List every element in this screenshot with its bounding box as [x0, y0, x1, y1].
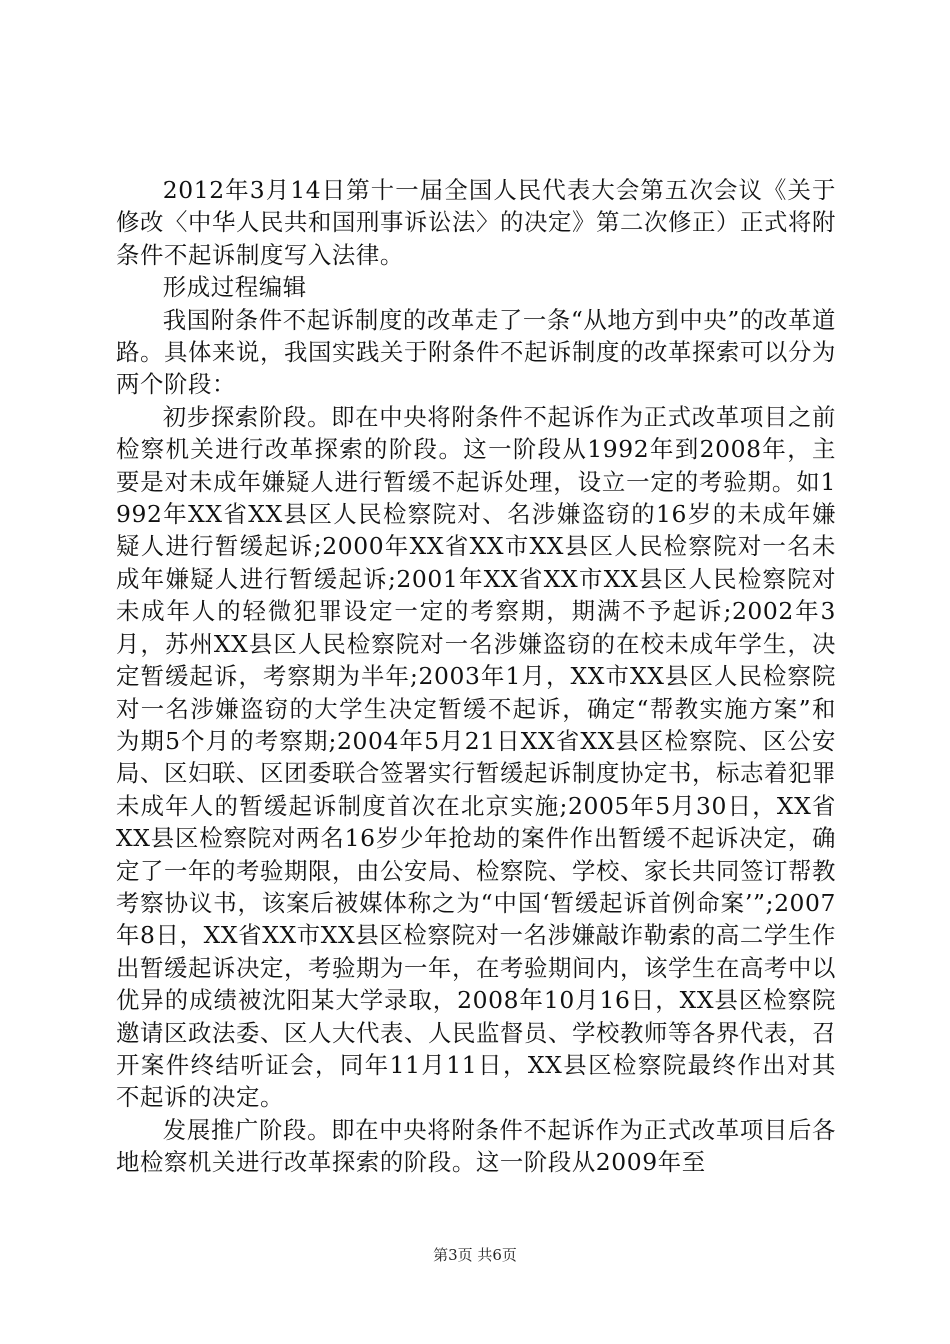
section-heading-formation-process: 形成过程编辑: [162, 273, 307, 302]
paragraph-reform-path: 我国附条件不起诉制度的改革走了一条“从地方到中央”的改革道路。具体来说，我国实践关于附条件不起诉制度的改革探索可以分为两个阶段：: [116, 305, 836, 399]
paragraph-development-promotion: 发展推广阶段。即在中央将附条件不起诉作为正式改革项目后各地检察机关进行改革探索的阶段。这一阶段从2009年至: [116, 1115, 836, 1177]
paragraph-initial-exploration: 初步探索阶段。即在中央将附条件不起诉作为正式改革项目之前检察机关进行改革探索的阶段。这一阶段从1992年到2008年，主要是对未成年嫌疑人进行暂缓不起诉处理，设立一定的考验期。如1992年XX省XX县区人民检察院对、名涉嫌盗窃的16岁的未成年嫌疑人进行暂缓起诉;2000年XX省XX市XX县区人民检察院对一名未成年嫌疑人进行暂缓起诉;2001年XX省XX市XX县区人民检察院对未成年人的轻微犯罪设定一定的考察期，期满不予起诉;2002年3月，苏州XX县区人民检察院对一名涉嫌盗窃的在校未成年学生，决定暂缓起诉，考察期为半年;2003年1月，XX市XX县区人民检察院对一名涉嫌盗窃的大学生决定暂缓不起诉，确定“帮教实施方案”和为期5个月的考察期;2004年5月21日XX省XX县区检察院、区公安局、区妇联、区团委联合签署实行暂缓起诉制度协定书，标志着犯罪未成年人的暂缓起诉制度首次在北京实施;2005年5月30日，XX省XX县区检察院对两名16岁少年抢劫的案件作出暂缓不起诉决定，确定了一年的考验期限，由公安局、检察院、学校、家长共同签订帮教考察协议书，该案后被媒体称之为“中国‘暂缓起诉首例命案’”;2007年8日，XX省XX市XX县区检察院对一名涉嫌敲诈勒索的高二学生作出暂缓起诉决定，考验期为一年，在考验期间内，该学生在高考中以优异的成绩被沈阳某大学录取，2008年10月16日，XX县区检察院邀请区政法委、区人大代表、人民监督员、学校教师等各界代表，召开案件终结听证会，同年11月11日，XX县区检察院最终作出对其不起诉的决定。: [116, 402, 836, 1112]
paragraph-law-amendment: 2012年3月14日第十一届全国人民代表大会第五次会议《关于修改〈中华人民共和国刑事诉讼法〉的决定》第二次修正）正式将附条件不起诉制度写入法律。: [116, 176, 836, 269]
document-body: [116, 174, 836, 1179]
page-number-footer: 第3页 共6页: [433, 1246, 517, 1264]
